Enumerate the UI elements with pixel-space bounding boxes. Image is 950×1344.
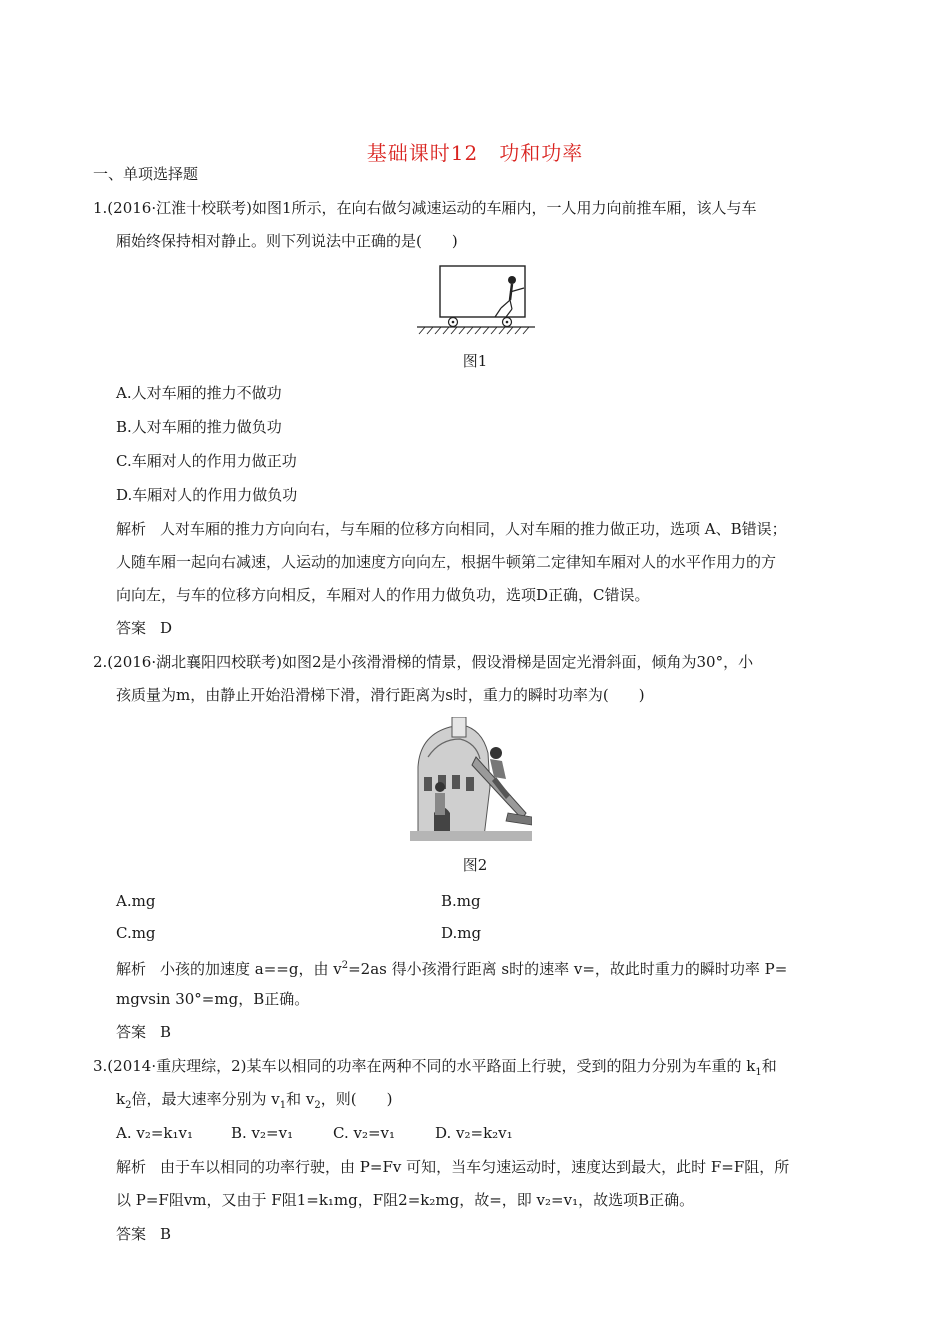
q3-stem-sub1: 1 [755, 1067, 762, 1078]
q1-answer-value: D [160, 619, 173, 637]
figure1-caption: 图1 [462, 352, 488, 370]
q3-answer [116, 1224, 171, 1244]
answer-label: 答案 [116, 1023, 147, 1041]
q3-stem-text2c: 和 v [286, 1090, 315, 1108]
q1-analysis-line3: 向向左，与车的位移方向相反，车厢对人的作用力做负功，选项D正确，C错误。 [116, 586, 650, 604]
q1-option-c: C.车厢对人的作用力做正功 [116, 452, 297, 470]
q1-option-a: A.人对车厢的推力不做功 [116, 384, 282, 402]
q3-analysis-line1 [116, 1157, 789, 1177]
q3-stem-text2a: k [116, 1090, 126, 1108]
q2-analysis-text1a: 小孩的加速度 a==g，由 v [160, 960, 342, 978]
q3-stem-sub2: 2 [125, 1100, 132, 1111]
answer-label: 答案 [116, 1225, 147, 1243]
analysis-label: 解析 [116, 1158, 147, 1176]
q2-option-c: C.mg [116, 924, 156, 942]
q2-answer-value: B [160, 1023, 172, 1041]
q3-stem-text1b: 和 [761, 1057, 777, 1075]
q3-stem-text1a: 3.(2014·重庆理综，2)某车以相同的功率在两种不同的水平路面上行驶，受到的阻力分别为车重的 k [93, 1057, 756, 1075]
figure2-slide-photo [410, 717, 532, 841]
q3-stem-line1 [93, 1056, 777, 1083]
answer-label: 答案 [116, 619, 147, 637]
q1-analysis-text1: 人对车厢的推力方向向右，与车厢的位移方向相同，人对车厢的推力做正功，选项 A、B错误； [160, 520, 787, 538]
page-title: 基础课时12 功和功率 [366, 141, 584, 165]
q1-stem-line2: 厢始终保持相对静止。则下列说法中正确的是( ) [116, 232, 458, 250]
q2-answer [116, 1022, 171, 1042]
q3-stem-text2b: 倍，最大速率分别为 v [131, 1090, 280, 1108]
analysis-label: 解析 [116, 520, 147, 538]
q1-analysis-line1 [116, 519, 787, 539]
figure1-train-car [415, 262, 537, 338]
q3-option-c: C. v₂=v₁ [333, 1124, 396, 1142]
q2-analysis-text1b: =2as 得小孩滑行距离 s时的速率 v=，故此时重力的瞬时功率 P= [348, 960, 788, 978]
q3-analysis-text1: 由于车以相同的功率行驶，由 P=Fv 可知，当车匀速运动时，速度达到最大，此时 F=F阻，所 [160, 1158, 790, 1176]
q3-stem-sub4: 2 [314, 1100, 321, 1111]
q3-stem-text2d: ，则( ) [320, 1090, 393, 1108]
q1-option-d: D.车厢对人的作用力做负功 [116, 486, 298, 504]
q2-option-a: A.mg [116, 892, 156, 910]
q1-analysis-line2: 人随车厢一起向右减速，人运动的加速度方向向左，根据牛顿第二定律知车厢对人的水平作用力的方 [116, 553, 777, 571]
q2-analysis-sup: 2 [341, 960, 349, 971]
analysis-label: 解析 [116, 960, 147, 978]
figure2-caption: 图2 [462, 856, 488, 874]
q3-analysis-line2: 以 P=F阻vm，又由于 F阻1=k₁mg，F阻2=k₂mg，故=，即 v₂=v₁，故选项B正确。 [116, 1191, 695, 1209]
q3-answer-value: B [160, 1225, 172, 1243]
q3-stem-line2 [116, 1089, 392, 1116]
q3-option-b: B. v₂=v₁ [231, 1124, 294, 1142]
q3-stem-sub3: 1 [279, 1100, 287, 1111]
q1-answer [116, 618, 172, 638]
q2-analysis-line1 [116, 956, 787, 979]
q2-stem-line1: 2.(2016·湖北襄阳四校联考)如图2是小孩滑滑梯的情景，假设滑梯是固定光滑斜面，倾角为30°，小 [93, 653, 754, 671]
q1-stem-line1: 1.(2016·江淮十校联考)如图1所示，在向右做匀减速运动的车厢内，一人用力向前推车厢，该人与车 [93, 199, 757, 217]
q3-option-a: A. v₂=k₁v₁ [116, 1124, 194, 1142]
q2-stem-line2: 孩质量为m，由静止开始沿滑梯下滑，滑行距离为s时，重力的瞬时功率为( ) [116, 686, 645, 704]
q3-option-d: D. v₂=k₂v₁ [435, 1124, 513, 1142]
q2-option-d: D.mg [441, 924, 482, 942]
q2-analysis-line2: mgvsin 30°=mg，B正确。 [116, 990, 310, 1008]
section-heading: 一、单项选择题 [93, 165, 199, 183]
q2-option-b: B.mg [441, 892, 481, 910]
q1-option-b: B.人对车厢的推力做负功 [116, 418, 282, 436]
